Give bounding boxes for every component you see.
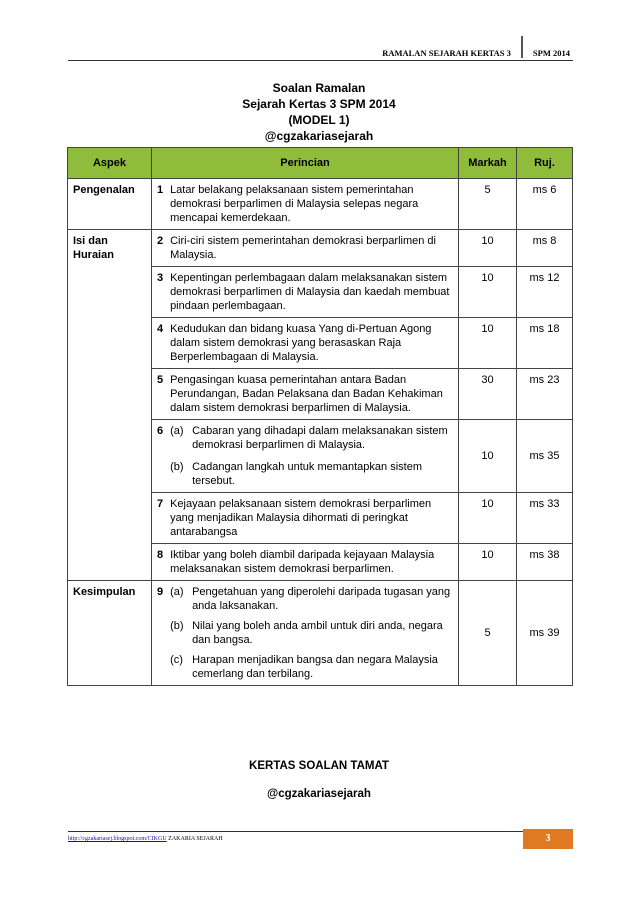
ruj-cell: ms 18 [517,318,573,369]
markah-cell: 10 [459,267,517,318]
title-line-1: Soalan Ramalan [272,81,366,95]
table-row [68,179,573,230]
ruj-cell: ms 35 [517,420,573,493]
ruj-cell: ms 23 [517,369,573,420]
table-row [68,230,573,267]
item-text: Kedudukan dan bidang kuasa Yang di-Pertuan Agong dalam sistem demokrasi yang berasaskan Raja Berperlembagaan di Malaysia. [170,323,432,363]
table-header-row [68,148,573,179]
footer-rule [68,831,573,832]
ruj-cell: ms 33 [517,493,573,544]
header-doc-title: RAMALAN SEJARAH KERTAS 3 [382,48,511,58]
closing-handle: @cgzakariasejarah [267,788,371,800]
sub-label: (a) [170,425,184,437]
title-line-2: Sejarah Kertas 3 SPM 2014 [242,97,396,111]
footer-link-area [68,836,223,842]
item-number: 6 [157,425,164,437]
sub-text: Harapan menjadikan bangsa dan negara Malaysia cemerlang dan terbilang. [192,654,438,680]
sub-text: Nilai yang boleh anda ambil untuk diri anda, negara dan bangsa. [192,620,443,646]
item-number: 7 [157,498,164,510]
ruj-cell: ms 8 [517,230,573,267]
sub-text: Cadangan langkah untuk memantapkan sistem tersebut. [192,461,422,487]
item-text: Iktibar yang boleh diambil daripada kejayaan Malaysia melaksanakan sistem demokrasi berparlimen. [170,549,435,575]
footer-author: ZAKARIA SEJARAH [166,836,223,842]
closing-text: KERTAS SOALAN TAMAT [249,760,389,772]
header-perincian: Perincian [152,148,459,179]
sub-text: Cabaran yang dihadapi dalam melaksanakan sistem demokrasi berparlimen di Malaysia. [192,425,448,451]
page-header [382,38,570,58]
markah-cell: 30 [459,369,517,420]
perincian-cell [152,581,459,686]
ruj-cell: ms 6 [517,179,573,230]
item-number: 1 [157,184,164,196]
document-title [0,80,638,144]
perincian-cell [152,230,459,267]
ruj-cell: ms 12 [517,267,573,318]
ruj-cell: ms 38 [517,544,573,581]
perincian-cell [152,369,459,420]
header-exam: SPM 2014 [532,48,570,58]
header-rule [68,60,573,61]
header-aspek: Aspek [68,148,152,179]
markah-cell: 10 [459,493,517,544]
item-number: 2 [157,235,164,247]
item-text: Ciri-ciri sistem pemerintahan demokrasi berparlimen di Malaysia. [170,235,436,261]
sub-label: (a) [170,586,184,598]
aspek-kesimpulan: Kesimpulan [68,581,152,686]
item-number: 4 [157,323,164,335]
header-divider [521,36,523,58]
perincian-cell [152,267,459,318]
ruj-cell: ms 39 [517,581,573,686]
markah-cell: 5 [459,179,517,230]
markah-cell: 5 [459,581,517,686]
blog-link[interactable]: http://cgzakariasej.blogspot.com/CIKGU [68,836,167,842]
title-line-4: @cgzakariasejarah [264,129,374,143]
item-number: 8 [157,549,164,561]
header-markah: Markah [459,148,517,179]
perincian-cell [152,420,459,493]
item-text: Pengasingan kuasa pemerintahan antara Badan Perundangan, Badan Pelaksana dan Badan Kehakiman dalam sistem demokrasi berparlimen di Malaysia. [170,374,443,414]
title-line-3: (MODEL 1) [288,113,350,127]
markah-cell: 10 [459,230,517,267]
item-text: Kepentingan perlembagaan dalam melaksanakan sistem demokrasi berparlimen di Malaysia dan kaedah membuat pindaan perlembagaan. [170,272,450,312]
question-table [67,147,573,686]
item-number: 9 [157,586,164,598]
item-number: 3 [157,272,164,284]
markah-cell: 10 [459,318,517,369]
perincian-cell [152,318,459,369]
markah-cell: 10 [459,420,517,493]
sub-label: (c) [170,654,183,666]
aspek-pengenalan: Pengenalan [68,179,152,230]
sub-label: (b) [170,461,184,473]
table-row [68,581,573,686]
perincian-cell [152,179,459,230]
perincian-cell [152,544,459,581]
sub-text: Pengetahuan yang diperolehi daripada tugasan yang anda laksanakan. [192,586,451,612]
sub-label: (b) [170,620,184,632]
aspek-isi: Isi dan Huraian [68,230,152,581]
header-ruj: Ruj. [517,148,573,179]
item-text: Kejayaan pelaksanaan sistem demokrasi berparlimen yang menjadikan Malaysia dihormati di peringkat antarabangsa [170,498,432,538]
page-number: 3 [523,829,573,849]
perincian-cell [152,493,459,544]
item-text: Latar belakang pelaksanaan sistem pemerintahan demokrasi berparlimen di Malaysia selepas negara mencapai kemerdekaan. [170,184,419,224]
markah-cell: 10 [459,544,517,581]
item-number: 5 [157,374,164,386]
